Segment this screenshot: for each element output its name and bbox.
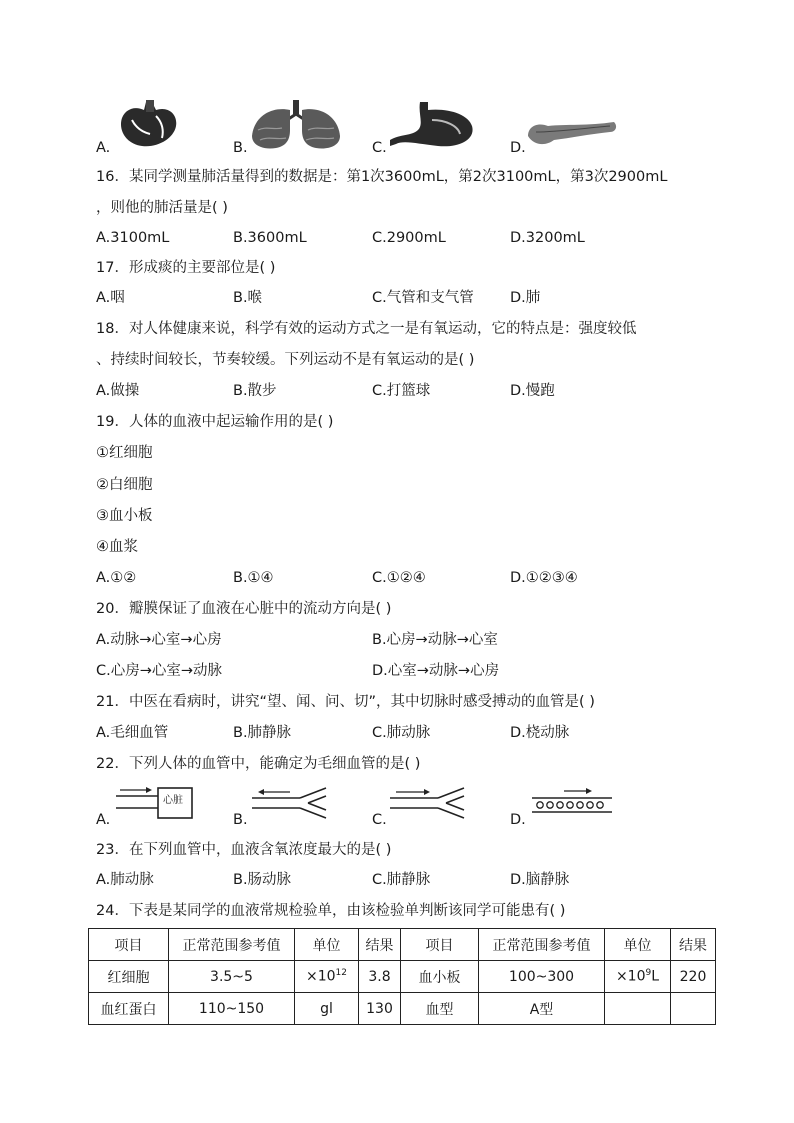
- table-cell: 110~150: [169, 993, 295, 1025]
- q17-option-c[interactable]: C.气管和支气管: [372, 290, 474, 306]
- q15-option-d[interactable]: D.: [510, 140, 526, 156]
- q19-option-b[interactable]: B.①④: [233, 570, 274, 586]
- q21-option-d[interactable]: D.桡动脉: [510, 725, 570, 741]
- q23-option-d[interactable]: D.脑静脉: [510, 872, 570, 888]
- table-header-cell: 项目: [401, 929, 479, 961]
- q19-option-a[interactable]: A.①②: [96, 570, 137, 586]
- pancreas-icon: [526, 118, 618, 148]
- table-cell: 130: [359, 993, 401, 1025]
- table-header-cell: 项目: [89, 929, 169, 961]
- q15-option-c[interactable]: C.: [372, 140, 387, 156]
- table-cell: 血小板: [401, 961, 479, 993]
- q20-option-b[interactable]: B.心房→动脉→心室: [372, 632, 498, 648]
- q21-option-a[interactable]: A.毛细血管: [96, 725, 169, 741]
- q20-option-d[interactable]: D.心室→动脉→心房: [372, 663, 500, 679]
- vessel-to-heart-diagram: [116, 784, 196, 822]
- vessel-branching-diagram: [388, 786, 468, 820]
- table-row: [89, 961, 716, 993]
- q19-item-3: ③血小板: [96, 508, 153, 524]
- table-cell: gl: [295, 993, 359, 1025]
- q21-option-c[interactable]: C.肺动脉: [372, 725, 431, 741]
- heart-icon: [112, 98, 184, 150]
- q21-stem: 21．中医在看病时，讲究“望、闻、问、切”，其中切脉时感受搏动的血管是( ): [96, 694, 595, 710]
- unit-base: ×10: [615, 968, 646, 985]
- table-header-cell: 正常范围参考值: [169, 929, 295, 961]
- q18-stem-line1: 18．对人体健康来说，科学有效的运动方式之一是有氧运动，它的特点是：强度较低: [96, 321, 637, 337]
- vessel-converging-diagram: [250, 786, 330, 820]
- table-cell: A型: [479, 993, 605, 1025]
- stomach-icon: [388, 100, 476, 150]
- q22-option-a[interactable]: A.: [96, 812, 111, 828]
- q20-stem: 20．瓣膜保证了血液在心脏中的流动方向是( ): [96, 601, 392, 617]
- table-header-cell: 正常范围参考值: [479, 929, 605, 961]
- q18-option-d[interactable]: D.慢跑: [510, 383, 555, 399]
- q16-stem-line1: 16．某同学测量肺活量得到的数据是：第1次3600mL，第2次3100mL，第3次2900mL: [96, 169, 668, 185]
- q17-option-d[interactable]: D.肺: [510, 290, 541, 306]
- table-cell: 220: [671, 961, 716, 993]
- q16-option-c[interactable]: C.2900mL: [372, 230, 446, 246]
- q18-stem-line2: 、持续时间较长，节奏较缓。下列运动不是有氧运动的是( ): [96, 352, 475, 368]
- q16-stem-line2: ，则他的肺活量是( ): [96, 200, 228, 216]
- blood-test-table: [88, 928, 716, 1025]
- table-row: [89, 993, 716, 1025]
- table-header-cell: 结果: [359, 929, 401, 961]
- q18-option-c[interactable]: C.打篮球: [372, 383, 431, 399]
- q18-option-b[interactable]: B.散步: [233, 383, 277, 399]
- q19-item-2: ②白细胞: [96, 477, 153, 493]
- unit-tail: L: [651, 968, 660, 985]
- q16-option-b[interactable]: B.3600mL: [233, 230, 307, 246]
- table-header-row: [89, 929, 716, 961]
- q23-option-a[interactable]: A.肺动脉: [96, 872, 154, 888]
- q22-option-b[interactable]: B.: [233, 812, 248, 828]
- table-header-cell: 单位: [295, 929, 359, 961]
- table-cell: 100~300: [479, 961, 605, 993]
- q19-item-1: ①红细胞: [96, 445, 153, 461]
- table-cell: 血红蛋白: [89, 993, 169, 1025]
- q23-option-c[interactable]: C.肺静脉: [372, 872, 431, 888]
- q16-option-a[interactable]: A.3100mL: [96, 230, 170, 246]
- table-cell: 血型: [401, 993, 479, 1025]
- capillary-single-file-diagram: [530, 786, 614, 820]
- q20-option-c[interactable]: C.心房→心室→动脉: [96, 663, 223, 679]
- q21-option-b[interactable]: B.肺静脉: [233, 725, 292, 741]
- q22-option-c[interactable]: C.: [372, 812, 387, 828]
- table-cell-unit: [295, 961, 359, 993]
- q15-option-b[interactable]: B.: [233, 140, 248, 156]
- q17-stem: 17．形成痰的主要部位是( ): [96, 260, 276, 276]
- q22-stem: 22．下列人体的血管中，能确定为毛细血管的是( ): [96, 756, 421, 772]
- table-cell: 红细胞: [89, 961, 169, 993]
- unit-base: ×10: [306, 968, 336, 985]
- q19-option-d[interactable]: D.①②③④: [510, 570, 578, 586]
- q17-option-b[interactable]: B.喉: [233, 290, 263, 306]
- q19-stem: 19．人体的血液中起运输作用的是( ): [96, 414, 334, 430]
- q16-option-d[interactable]: D.3200mL: [510, 230, 585, 246]
- q18-option-a[interactable]: A.做操: [96, 383, 140, 399]
- table-cell: 3.5~5: [169, 961, 295, 993]
- q20-option-a[interactable]: A.动脉→心室→心房: [96, 632, 222, 648]
- q24-stem: 24．下表是某同学的血液常规检验单，由该检验单判断该同学可能患有( ): [96, 903, 566, 919]
- q19-option-c[interactable]: C.①②④: [372, 570, 426, 586]
- q22-option-d[interactable]: D.: [510, 812, 526, 828]
- unit-exponent: 12: [335, 968, 347, 979]
- table-header-cell: 单位: [605, 929, 671, 961]
- q17-option-a[interactable]: A.咽: [96, 290, 125, 306]
- q15-option-a[interactable]: A.: [96, 140, 111, 156]
- heart-box-label: 心脏: [163, 795, 183, 806]
- unit-exponent: 9: [645, 968, 652, 979]
- table-header-cell: 结果: [671, 929, 716, 961]
- q23-stem: 23．在下列血管中，血液含氧浓度最大的是( ): [96, 842, 392, 858]
- q19-item-4: ④血浆: [96, 539, 138, 555]
- q23-option-b[interactable]: B.肠动脉: [233, 872, 292, 888]
- lungs-icon: [250, 100, 342, 150]
- table-cell: [671, 993, 716, 1025]
- table-cell: 3.8: [359, 961, 401, 993]
- table-cell: [605, 993, 671, 1025]
- table-cell-unit: [605, 961, 671, 993]
